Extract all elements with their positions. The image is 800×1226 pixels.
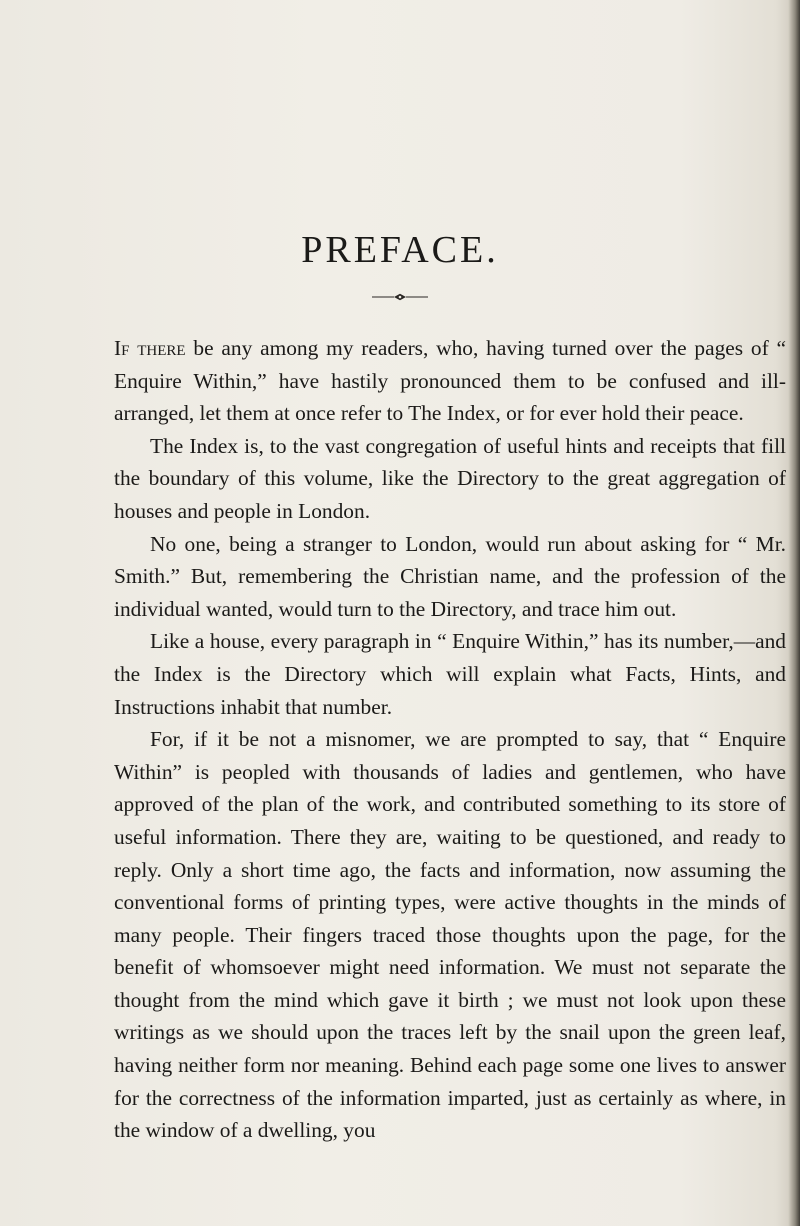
paragraph-4: Like a house, every paragraph in “ Enquire Within,” has its number,—and the Index is the Directory which will explain what Facts, Hints, and Instructions inhabit that number.	[114, 629, 786, 719]
paragraph-2: The Index is, to the vast congregation of useful hints and receipts that fill the boundary of this volume, like the Directory to the great aggregation of houses and people in London.	[114, 433, 786, 523]
preface-body	[114, 332, 786, 1147]
paragraph-1	[114, 332, 786, 430]
page-edge	[788, 0, 800, 1226]
paragraph-5: For, if it be not a misnomer, we are prompted to say, that “ Enquire Within” is peopled with thousands of ladies and gentlemen, who have approved of the plan of the work, and contributed something to its store of useful information. There they are, waiting to be questioned, and ready to reply. Only a short time ago, the facts and information, now assuming the conventional forms of printing types, were active thoughts in the minds of many people. Their fingers traced those thoughts upon the page, for the benefit of whomsoever might need information. We must not separate the thought from the mind which gave it birth ; we must not look upon these writings as we should upon the traces left by the snail upon the green leaf, having neither form nor meaning. Behind each page some one lives to answer for the correctness of the information imparted, just as certainly as where, in the window of a dwelling, you	[114, 727, 786, 1143]
paragraph-3: No one, being a stranger to London, would run about asking for “ Mr. Smith.” But, remembering the Christian name, and the profession of the individual wanted, would turn to the Directory, and trace him out.	[114, 531, 786, 621]
paragraph-lead: If there	[114, 336, 186, 360]
ornament-divider	[370, 293, 430, 301]
page-title: PREFACE.	[301, 229, 499, 271]
paragraph-text: be any among my readers, who, having turned over the pages of “ Enquire Within,” have hastily pronounced them to be confused and ill-arranged, let them at once refer to The Index, or for ever hold their peace.	[114, 336, 787, 426]
